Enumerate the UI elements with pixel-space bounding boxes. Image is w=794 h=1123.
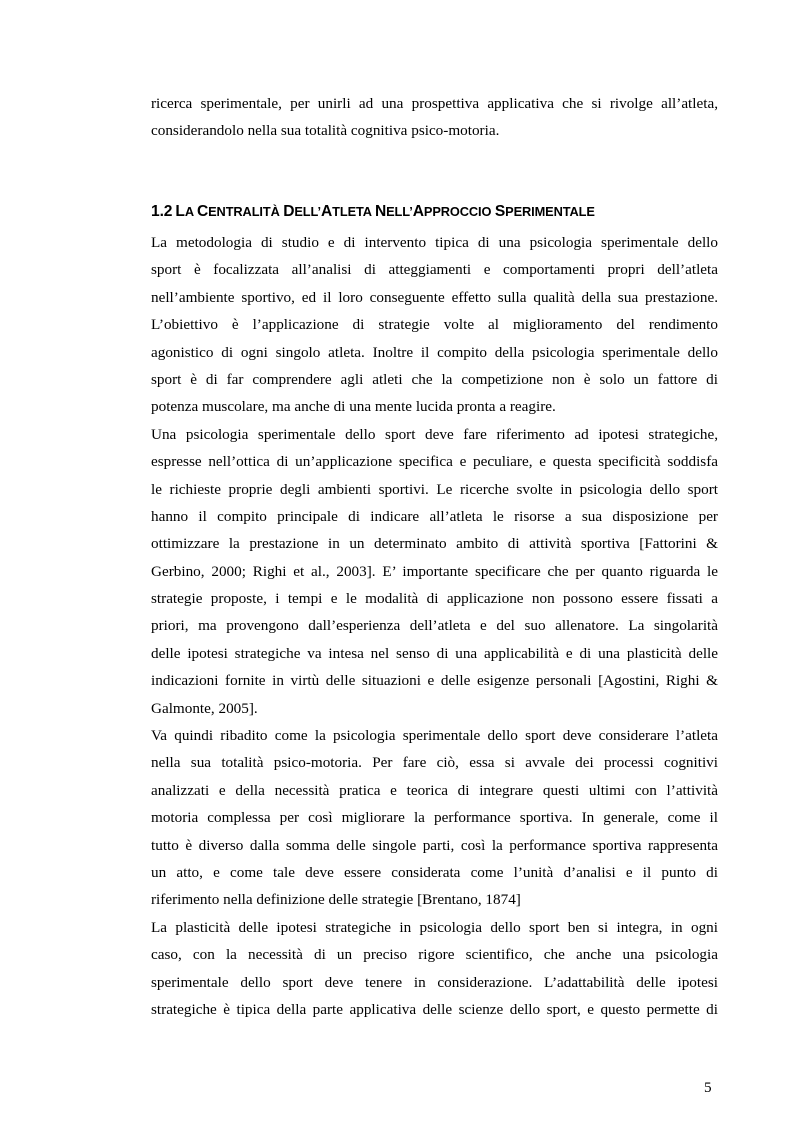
- text-line: strategiche è tipica della parte applicativa delle scienze dello sport, e questo permette di: [151, 1000, 718, 1018]
- text-line: potenza muscolare, ma anche di una mente lucida pronta a reagire.: [151, 398, 556, 416]
- text-line: analizzati e della necessità pratica e teorica di integrare questi ultimi con l’attività: [151, 781, 718, 799]
- heading-smallcaps: PPROCCIO: [423, 204, 495, 219]
- heading-initial: C: [196, 203, 209, 220]
- heading-smallcaps: ELL’: [386, 204, 413, 219]
- text-line: ottimizzare la prestazione in un determinato ambito di attività sportiva [Fattorini &: [151, 535, 718, 553]
- text-line: considerandolo nella sua totalità cognitiva psico-motoria.: [151, 122, 500, 140]
- heading-smallcaps: TLETA: [332, 204, 375, 219]
- heading-initial: L: [175, 203, 185, 220]
- heading-initial: A: [412, 203, 424, 220]
- text-line: tutto è diverso dalla somma delle singole parti, così la performance sportiva rappresenta: [151, 836, 718, 854]
- intro-paragraph: [151, 90, 718, 145]
- text-line: hanno il compito principale di indicare all’atleta le risorse a sua disposizione per: [151, 507, 718, 525]
- text-line: espresse nell’ottica di un’applicazione specifica e peculiare, e questa specificità soddisfa: [151, 453, 718, 471]
- text-line: Gerbino, 2000; Righi et al., 2003]. E’ importante specificare che per quanto riguarda le: [151, 562, 718, 580]
- text-line: La plasticità delle ipotesi strategiche in psicologia dello sport ben si integra, in ogni: [151, 918, 718, 936]
- text-line: Galmonte, 2005].: [151, 699, 258, 717]
- text-line: un atto, e come tale deve essere considerata come l’unità d’analisi e il punto di: [151, 863, 718, 881]
- text-line: nella sua totalità psico-motoria. Per fare ciò, essa si avvale dei processi cognitivi: [151, 754, 718, 772]
- text-line: L’obiettivo è l’applicazione di strategie volte al miglioramento del rendimento: [151, 316, 718, 334]
- text-line: riferimento nella definizione delle strategie [Brentano, 1874]: [151, 891, 521, 909]
- heading-initial: S: [494, 203, 506, 220]
- text-line: caso, con la necessità di un preciso rigore scientifico, che anche una psicologia: [151, 946, 718, 964]
- heading-initial: D: [283, 203, 295, 220]
- text-line: ricerca sperimentale, per unirli ad una prospettiva applicativa che si rivolge all’atleta,: [151, 95, 718, 112]
- text-line: motoria complessa per così migliorare la performance sportiva. In generale, come il: [151, 809, 718, 827]
- section-heading: [151, 203, 731, 221]
- text-line: le richieste proprie degli ambienti sportivi. Le ricerche svolte in psicologia dello sport: [151, 480, 718, 498]
- page-number: 5: [704, 1079, 712, 1096]
- text-line: delle ipotesi strategiche va intesa nel senso di una applicabilità e di una plasticità delle: [151, 644, 718, 662]
- text-line: sport è di far comprendere agli atleti che la competizione non è solo un fattore di: [151, 370, 718, 388]
- heading-smallcaps: A: [184, 204, 197, 219]
- heading-initial: N: [374, 203, 387, 220]
- heading-smallcaps: PERIMENTALE: [505, 204, 595, 219]
- text-line: La metodologia di studio e di intervento tipica di una psicologia sperimentale dello: [151, 234, 718, 251]
- text-line: Va quindi ribadito come la psicologia sperimentale dello sport deve considerare l’atleta: [151, 727, 718, 745]
- section-number: 1.2: [151, 203, 173, 220]
- body-text: [151, 229, 718, 1023]
- heading-smallcaps: ELL’: [294, 204, 321, 219]
- text-line: priori, ma provengono dall’esperienza dell’atleta e del suo allenatore. La singolarità: [151, 617, 718, 635]
- text-line: indicazioni fornite in virtù delle situazioni e delle esigenze personali [Agostini, Righi &: [151, 672, 718, 690]
- text-line: sport è focalizzata all’analisi di atteggiamenti e comportamenti propri dell’atleta: [151, 261, 718, 279]
- text-line: sperimentale dello sport deve tenere in considerazione. L’adattabilità delle ipotesi: [151, 973, 718, 991]
- text-line: agonistico di ogni singolo atleta. Inoltre il compito della psicologia sperimentale dello: [151, 343, 718, 361]
- heading-initial: A: [321, 203, 333, 220]
- text-line: nell’ambiente sportivo, ed il loro conseguente effetto sulla qualità della sua prestazione.: [151, 288, 718, 306]
- text-line: Una psicologia sperimentale dello sport deve fare riferimento ad ipotesi strategiche,: [151, 425, 718, 443]
- text-line: strategie proposte, i tempi e le modalità di applicazione non possono essere fissati a: [151, 590, 718, 608]
- heading-smallcaps: ENTRALITÀ: [208, 204, 284, 219]
